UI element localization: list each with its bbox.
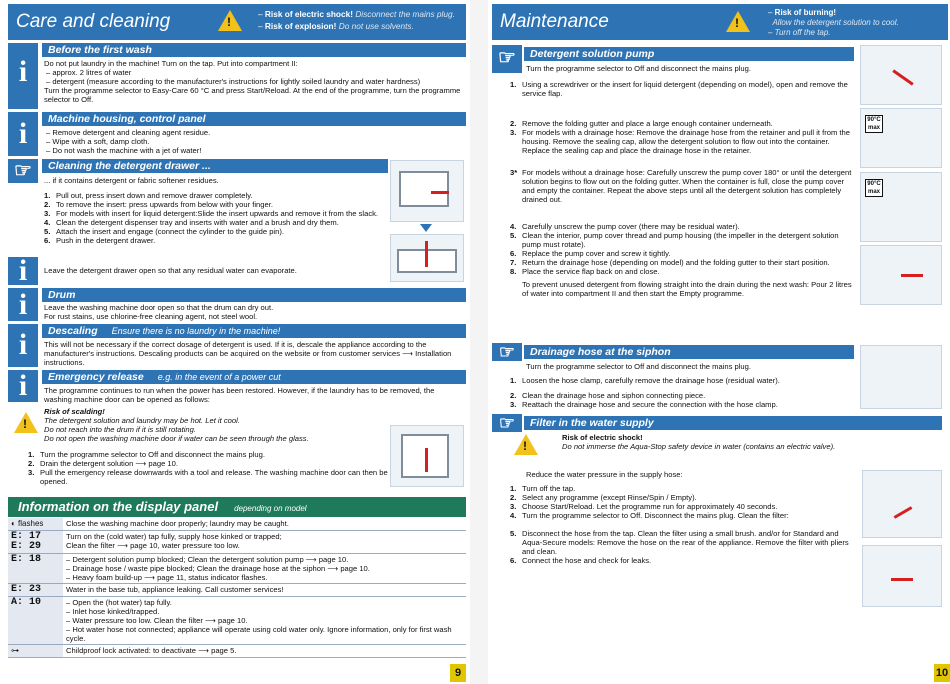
info-icon-bar (8, 43, 38, 109)
section-heading: Machine housing, control panel (42, 112, 466, 126)
hand-pointer-icon: ☞ (498, 413, 516, 433)
display-row (8, 584, 466, 597)
text-line: Leave the washing machine door open so that the drum can dry out. (44, 303, 274, 312)
heading-sub: depending on model (234, 504, 307, 513)
hand-icon-bar (492, 45, 522, 73)
display-message: Close the washing machine door properly; laundry may be caught. (63, 518, 466, 531)
tap-illustration (862, 470, 942, 538)
display-message: – Open the (hot water) tap fully. – Inlet hose kinked/trapped. – Water pressure too low. Clean the filter ⟶ page 10. – Hot water hose not connected; appliance will operate using cold water only. Ignore information, only for first wash cycle. (63, 597, 466, 645)
heading-text: Descaling (48, 325, 98, 337)
step: 8. Place the service flap back on and close. (510, 267, 660, 276)
hand-icon-bar (492, 343, 522, 361)
temperature-label: 90°C max (865, 179, 883, 197)
section-body (44, 303, 464, 321)
section-heading (42, 324, 466, 338)
step: 3. Reattach the drainage hose and secure the connection with the hose clamp. (510, 400, 778, 409)
step: 3. For models with a drainage hose: Remove the drainage hose from the retainer and pull it from the housing. Remove the sealing cap, allow the detergent solution to flow out into the container. Replace the sealing cap and place the drainage hose in the retainer. (510, 128, 850, 155)
warning-line: – Risk of explosion! Do not use solvents. (258, 21, 414, 31)
heading-text: Emergency release (48, 371, 144, 383)
text-line: Do not open the washing machine door if water can be seen through the glass. (44, 434, 309, 443)
step: 2. Remove the folding gutter and place a large enough container underneath. (510, 119, 773, 128)
step: 3. Choose Start/Reload. Let the programme run for approximately 40 seconds. (510, 502, 778, 511)
pump-note: To prevent unused detergent from flowing straight into the drain during the next wash: Pour 2 litres of water into compartment II and then start the Empty programme. (522, 280, 852, 298)
pump-steps (510, 80, 856, 298)
info-icon: i (18, 55, 28, 88)
arrow-icon (420, 224, 432, 232)
section-body: This will not be necessary if the correct dosage of detergent is used. If it is, descale the appliance according to the manufacturer's instructions. Descaling products can be acquired on the website or from customer services ⟶ Installation instructions. (44, 340, 452, 367)
section-heading: Cleaning the detergent drawer ... (42, 159, 388, 173)
text-line: For rust stains, use chlorine-free cleaning agent, not steel wool. (44, 312, 258, 321)
display-code: ⊶ (8, 645, 63, 658)
text-line: Do not reach into the drum if it is still rotating. (44, 425, 196, 434)
pump-parts-illustration (860, 245, 942, 305)
header-warning-box (216, 4, 466, 40)
step: 4. Carefully unscrew the pump cover (there may be residual water). (510, 222, 740, 231)
section-heading: Filter in the water supply (524, 416, 942, 430)
page-number: 10 (934, 664, 950, 682)
section-intro: Turn the programme selector to Off and disconnect the mains plug. (526, 362, 751, 371)
step: 1. Loosen the hose clamp, carefully remove the drainage hose (residual water). (510, 376, 780, 385)
warning-line: – Risk of electric shock! Disconnect the mains plug. (258, 9, 455, 19)
display-row (8, 554, 466, 584)
step: 5. Disconnect the hose from the tap. Clean the filter using a small brush. and/or for Standard and Aqua-Secure models: Remove the hose on the rear of the appliance. Remove the filter with pliers and clean. (510, 529, 849, 556)
info-icon-bar (8, 254, 38, 287)
step: 5. Attach the insert and engage (connect the cylinder to the guide pin). (44, 227, 284, 236)
page-gutter (470, 0, 488, 684)
insert-illustration (390, 234, 464, 282)
section-body (44, 128, 464, 155)
warning-icon: ! (726, 11, 750, 32)
text-line: The detergent solution and laundry may be hot. Let it cool. (44, 416, 240, 425)
heading-sub: Ensure there is no laundry in the machine! (111, 326, 281, 336)
text-line: ... if it contains detergent or fabric softener residues. (44, 176, 219, 185)
step: 6. Replace the pump cover and screw it tightly. (510, 249, 671, 258)
hand-pointer-icon: ☞ (498, 342, 516, 362)
step: 3. Pull the emergency release downwards with a tool and release. The washing machine door can then be opened. (28, 468, 388, 486)
warning-title: Risk of scalding! (44, 407, 105, 416)
section-intro: Reduce the water pressure in the supply hose: (526, 470, 683, 479)
drawer-note: Leave the detergent drawer open so that any residual water can evaporate. (44, 266, 297, 275)
display-code: E: 18 (8, 554, 63, 584)
hand-pointer-icon: ☞ (498, 47, 516, 69)
step: 3* For models without a drainage hose: Carefully unscrew the pump cover 180° or until the detergent solution begins to flow out on the folding gutter. When the container is full, close the pump cover and empty the container. Repeat the above steps until all the detergent solution has completely drained out. (510, 168, 852, 204)
info-icon: i (18, 117, 28, 150)
hand-icon-bar (492, 414, 522, 432)
step: 5. Clean the interior, pump cover thread and pump housing (the impeller in the detergent solution pump must rotate). (510, 231, 839, 249)
section-heading: Drainage hose at the siphon (524, 345, 854, 359)
service-flap-illustration (860, 45, 942, 105)
hand-pointer-icon: ☞ (14, 160, 32, 182)
emergency-steps (28, 450, 388, 486)
warning-icon: ! (14, 412, 38, 433)
display-row (8, 645, 466, 658)
text-line: Do not put laundry in the machine! Turn on the tap. Put into compartment II: (44, 59, 298, 68)
siphon-steps (510, 376, 856, 409)
step: 2. Drain the detergent solution ⟶ page 10. (28, 459, 178, 468)
step: 4. Clean the detergent dispenser tray and inserts with water and a brush and dry them. (44, 218, 339, 227)
warning-title: Risk of electric shock! (562, 433, 643, 442)
page-number: 9 (450, 664, 466, 682)
hand-icon-bar (8, 159, 38, 183)
step: 1. Turn the programme selector to Off and disconnect the mains plug. (28, 450, 265, 459)
page-title: Maintenance (500, 11, 609, 32)
pump-cover-illustration (860, 172, 942, 242)
text-line: – approx. 2 litres of water (46, 68, 132, 77)
scald-warning (44, 407, 384, 443)
display-message: Water in the base tub, appliance leaking. Call customer services! (63, 584, 466, 597)
temperature-label: 90°C max (865, 115, 883, 133)
display-code: E: 23 (8, 584, 63, 597)
text-line: Do not immerse the Aqua-Stop safety device in water (contains an electric valve). (562, 442, 836, 451)
text-line: – Remove detergent and cleaning agent residue. (46, 128, 211, 137)
info-icon: i (18, 328, 28, 361)
step: 2. Clean the drainage hose and siphon connecting piece. (510, 391, 706, 400)
step: 7. Return the drainage hose (depending on model) and the folding gutter to their start position. (510, 258, 830, 267)
display-row (8, 518, 466, 531)
section-heading (42, 370, 466, 384)
step: 3. For models with insert for liquid detergent:Slide the insert upwards and remove it from the slack. (44, 209, 379, 218)
step: 1. Using a screwdriver or the insert for liquid detergent (depending on model), open and remove the service flap. (510, 80, 848, 98)
step: 6. Connect the hose and check for leaks. (510, 556, 652, 565)
step: 1. Turn off the tap. (510, 484, 576, 493)
warning-icon: ! (218, 10, 242, 31)
left-page (0, 0, 470, 684)
drawer-illustration (390, 160, 464, 222)
display-message: Turn on the (cold water) tap fully, supply hose kinked or trapped; Clean the filter ⟶ page 10, water pressure too low. (63, 531, 466, 554)
filter-warning (562, 433, 942, 451)
info-icon-bar (8, 370, 38, 402)
display-code: A: 10 (8, 597, 63, 645)
step: 2. Select any programme (except Rinse/Spin / Empty). (510, 493, 697, 502)
info-icon-bar (8, 288, 38, 321)
info-icon: i (18, 254, 28, 287)
step: 1. Pull out, press insert down and remove drawer completely. (44, 191, 253, 200)
sealing-cap-illustration (860, 108, 942, 168)
warning-line: Allow the detergent solution to cool. (772, 18, 899, 27)
section-heading: Detergent solution pump (524, 47, 854, 61)
page-title: Care and cleaning (16, 11, 171, 32)
section-intro: Turn the programme selector to Off and disconnect the mains plug. (526, 64, 751, 73)
display-code: ◐ flashes (8, 518, 63, 531)
care-header (8, 4, 466, 40)
filter-steps (510, 484, 860, 565)
text-line: – Wipe with a soft, damp cloth. (46, 137, 150, 146)
emergency-release-illustration (390, 425, 464, 487)
info-icon: i (18, 369, 28, 402)
section-heading: Before the first wash (42, 43, 466, 57)
info-icon-bar (8, 112, 38, 156)
section-body (44, 176, 384, 245)
warning-line: – Risk of burning! (768, 8, 836, 17)
display-row (8, 597, 466, 645)
step: 6. Push in the detergent drawer. (44, 236, 156, 245)
info-icon: i (18, 288, 28, 321)
heading-text: Information on the display panel (18, 499, 219, 514)
display-message: Childproof lock activated: to deactivate ⟶ page 5. (63, 645, 466, 658)
display-message: – Detergent solution pump blocked; Clean the detergent solution pump ⟶ page 10. – Drainage hose / waste pipe blocked; Clean the drainage hose at the siphon ⟶ page 10. – Heavy foam build-up ⟶ page 11, status indicator flashes. (63, 554, 466, 584)
step: 2. To remove the insert: press upwards from below with your finger. (44, 200, 273, 209)
section-heading: Drum (42, 288, 466, 302)
info-icon-bar (8, 324, 38, 367)
display-panel-header (8, 497, 466, 517)
section-body (44, 59, 464, 104)
display-row (8, 531, 466, 554)
step: 4. Turn the programme selector to Off. Disconnect the mains plug. Clean the filter: (510, 511, 789, 520)
display-code: E: 17 E: 29 (8, 531, 63, 554)
text-line: – Do not wash the machine with a jet of water! (46, 146, 202, 155)
section-body: The programme continues to run when the power has been restored. However, if the laundry has to be removed, the washing machine door can be opened as follows: (44, 386, 435, 404)
right-page (488, 0, 950, 684)
text-line: Turn the programme selector to Easy-Care 60 °C and press Start/Reload. At the end of the programme, turn the programme selector to Off. (44, 86, 461, 104)
hose-filter-illustration (862, 545, 942, 607)
heading-sub: e.g. in the event of a power cut (157, 372, 281, 382)
warning-line: – Turn off the tap. (768, 28, 831, 37)
warning-icon: ! (514, 434, 538, 455)
text-line: – detergent (measure according to the manufacturer's instructions for lightly soiled laundry and water hardness) (46, 77, 421, 86)
siphon-illustration (860, 345, 942, 409)
display-code-table (8, 518, 466, 658)
maintenance-header (492, 4, 948, 40)
